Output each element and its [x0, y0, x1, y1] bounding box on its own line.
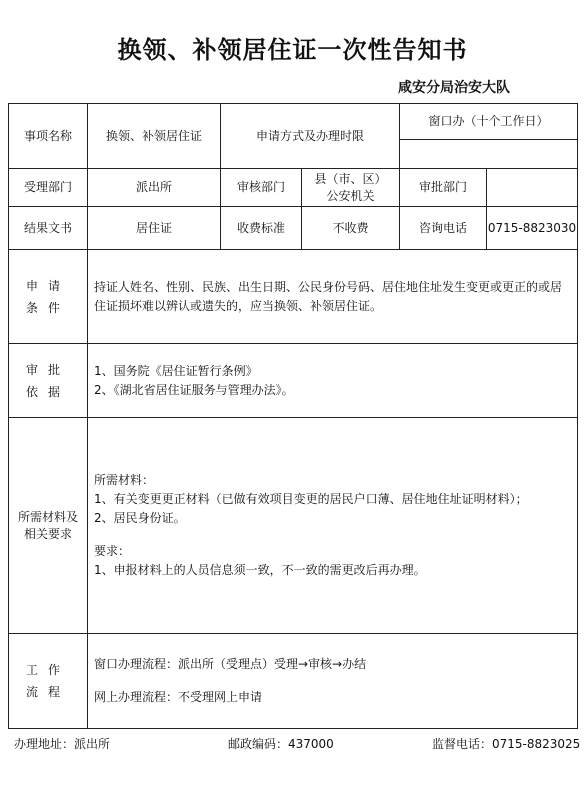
basis-label: 审批 依据 — [9, 344, 88, 418]
item-name-label: 事项名称 — [9, 104, 88, 169]
approve-dept-label: 审批部门 — [400, 169, 487, 207]
window-method-value: 窗口办（十个工作日） — [400, 104, 578, 140]
materials-item: 1、有关变更更正材料（已做有效项目变更的居民户口薄、居住地住址证明材料）； — [94, 492, 528, 506]
review-dept-value — [302, 169, 400, 207]
conditions-text: 持证人姓名、性别、民族、出生日期、公民身份号码、居住地住址发生变更或更正的或居住证损坏难以辨认或遗失的，应当换领、补领居住证。 — [88, 250, 578, 344]
materials-text — [88, 418, 578, 634]
workflow-text — [88, 634, 578, 729]
item-name-value: 换领、补领居住证 — [88, 104, 221, 169]
notice-table — [8, 103, 578, 729]
footer-address: 办理地址：派出所 — [14, 737, 111, 751]
requirements-heading: 要求： — [94, 544, 131, 558]
result-doc-label: 结果文书 — [9, 207, 88, 250]
approve-dept-value — [487, 169, 578, 207]
result-doc-value: 居住证 — [88, 207, 221, 250]
footer-hotline: 监督电话：0715-8823025 — [432, 737, 581, 751]
materials-heading: 所需材料： — [94, 473, 155, 487]
basis-item: 1、国务院《居住证暂行条例》 — [94, 363, 258, 378]
conditions-label: 申请 条件 — [9, 250, 88, 344]
review-dept-line2: 公安机关 — [326, 188, 375, 203]
review-dept-line1: 县（市、区） — [314, 171, 387, 186]
basis-text — [88, 344, 578, 418]
phone-label: 咨询电话 — [400, 207, 487, 250]
materials-label: 所需材料及 相关要求 — [9, 418, 88, 634]
phone-value: 0715-8823030 — [487, 207, 578, 250]
requirements-item: 1、申报材料上的人员信息须一致，不一致的需更改后再办理。 — [94, 563, 426, 577]
basis-item: 2、《湖北省居住证服务与管理办法》。 — [94, 382, 294, 397]
fee-value: 不收费 — [302, 207, 400, 250]
review-dept-label: 审核部门 — [221, 169, 302, 207]
accept-dept-label: 受理部门 — [9, 169, 88, 207]
accept-dept-value: 派出所 — [88, 169, 221, 207]
window-flow: 窗口办理流程：派出所（受理点）受理→审核→办结 — [94, 657, 367, 671]
online-flow: 网上办理流程：不受理网上申请 — [94, 690, 263, 704]
materials-item: 2、居民身份证。 — [94, 511, 186, 525]
method-empty-cell — [400, 140, 578, 169]
fee-label: 收费标准 — [221, 207, 302, 250]
issuer-name: 咸安分局治安大队 — [398, 80, 510, 96]
workflow-label: 工作 流程 — [9, 634, 88, 729]
document-title: 换领、补领居住证一次性告知书 — [117, 35, 468, 64]
method-label: 申请方式及办理时限 — [221, 104, 400, 169]
footer-postcode: 邮政编码：437000 — [228, 737, 334, 751]
